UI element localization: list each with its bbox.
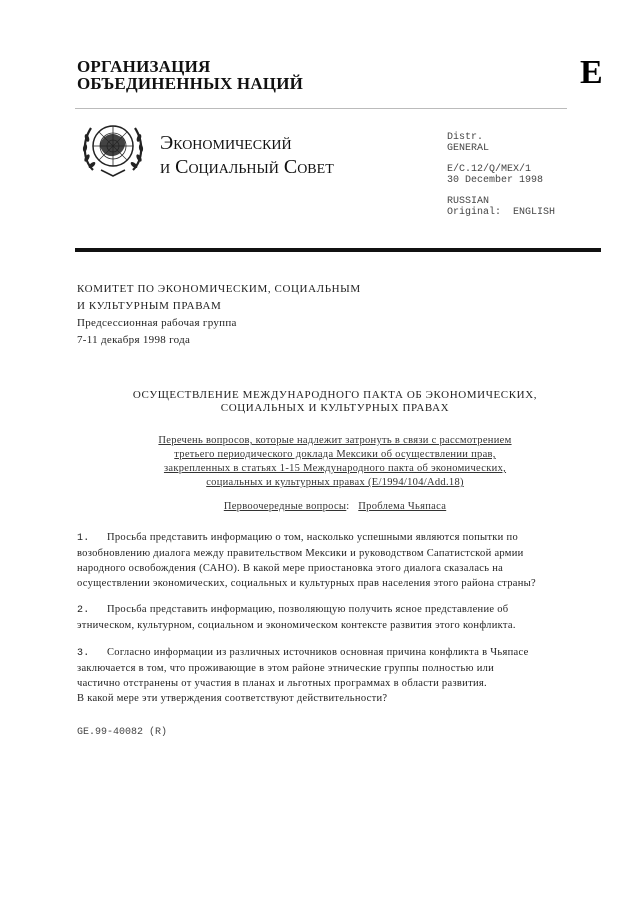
paragraph-number: 1. bbox=[77, 533, 90, 544]
document-subtitle bbox=[75, 434, 595, 490]
subtitle-line-2: третьего периодического доклада Мексики об осуществлении прав, bbox=[174, 449, 496, 460]
organization-line-2: ОБЪЕДИНЕННЫХ НАЦИЙ bbox=[77, 74, 304, 93]
job-number: GE.99-40082 (R) bbox=[77, 727, 168, 738]
working-group: Предсессионная рабочая группа bbox=[77, 317, 237, 329]
title-line-2: СОЦИАЛЬНЫХ И КУЛЬТУРНЫХ ПРАВАХ bbox=[220, 402, 450, 414]
document-metadata bbox=[447, 132, 555, 218]
question-paragraph-3 bbox=[77, 645, 597, 706]
question-paragraph-1 bbox=[77, 530, 597, 591]
priority-topic: Проблема Чьяпаса bbox=[358, 501, 447, 512]
subtitle-line-3: закрепленных в статьях 1-15 Международного пакта об экономических, bbox=[163, 463, 507, 474]
council-name bbox=[160, 131, 334, 179]
organization-name bbox=[77, 58, 303, 92]
subtitle-line-1: Перечень вопросов, которые надлежит затронуть в связи с рассмотрением bbox=[158, 435, 512, 446]
distr-label: Distr. bbox=[447, 132, 484, 143]
document-symbol: E/C.12/Q/MEX/1 bbox=[447, 164, 532, 175]
paragraph-line: Согласно информации из различных источников основная причина конфликта в Чьяпасе bbox=[107, 647, 529, 658]
paragraph-line: частично отстранены от участия в планах и льготных программах в области развития. bbox=[77, 678, 487, 689]
committee-block bbox=[77, 281, 361, 349]
paragraph-line: возобновлению диалога между правительством Мексики и руководством Сапатистской армии bbox=[77, 548, 524, 559]
document-date: 30 December 1998 bbox=[447, 175, 544, 186]
paragraph-line: этническом, культурном, социальном и экономическом контексте развития этого конфликта. bbox=[77, 620, 516, 631]
organization-line-1: ОРГАНИЗАЦИЯ bbox=[77, 57, 211, 76]
paragraph-line: осуществлении экономических, социальных и культурных прав населения этого района страны? bbox=[77, 578, 536, 589]
subtitle-line-4: социальных и культурных правах (E/1994/104/Add.18) bbox=[206, 477, 464, 488]
committee-line-1: КОМИТЕТ ПО ЭКОНОМИЧЕСКИМ, СОЦИАЛЬНЫМ bbox=[77, 283, 361, 295]
paragraph-line: Просьба представить информацию, позволяющую получить ясное представление об bbox=[107, 604, 509, 615]
council-line-1: Экономический bbox=[160, 132, 292, 154]
paragraph-line: заключается в том, что проживающие в этом районе этнические группы полностью или bbox=[77, 663, 495, 674]
priority-colon: : bbox=[346, 501, 350, 512]
header-thick-divider bbox=[75, 248, 601, 252]
priority-label: Первоочередные вопросы bbox=[223, 501, 347, 512]
original-language: Original: ENGLISH bbox=[447, 207, 556, 218]
paragraph-line: Просьба представить информацию о том, насколько успешными являются попытки по bbox=[107, 532, 518, 543]
council-line-2: и Социальный Совет bbox=[160, 156, 334, 178]
distr-value: GENERAL bbox=[447, 143, 490, 154]
question-paragraph-2 bbox=[77, 602, 597, 633]
document-title bbox=[75, 389, 595, 415]
header-divider bbox=[75, 108, 567, 109]
committee-line-2: И КУЛЬТУРНЫМ ПРАВАМ bbox=[77, 300, 222, 312]
title-line-1: ОСУЩЕСТВЛЕНИЕ МЕЖДУНАРОДНОГО ПАКТА ОБ ЭКОНОМИЧЕСКИХ, bbox=[132, 389, 538, 401]
document-language: RUSSIAN bbox=[447, 196, 490, 207]
language-letter: E bbox=[580, 54, 603, 91]
priority-heading bbox=[75, 500, 595, 514]
un-emblem-icon bbox=[79, 118, 147, 180]
paragraph-number: 3. bbox=[77, 648, 90, 659]
session-dates: 7-11 декабря 1998 года bbox=[77, 334, 191, 346]
paragraph-line: народного освобождения (САНО). В какой мере приостановка этого диалога сказалась на bbox=[77, 563, 504, 574]
paragraph-line: В какой мере эти утверждения соответствуют действительности? bbox=[77, 693, 388, 704]
paragraph-number: 2. bbox=[77, 605, 90, 616]
